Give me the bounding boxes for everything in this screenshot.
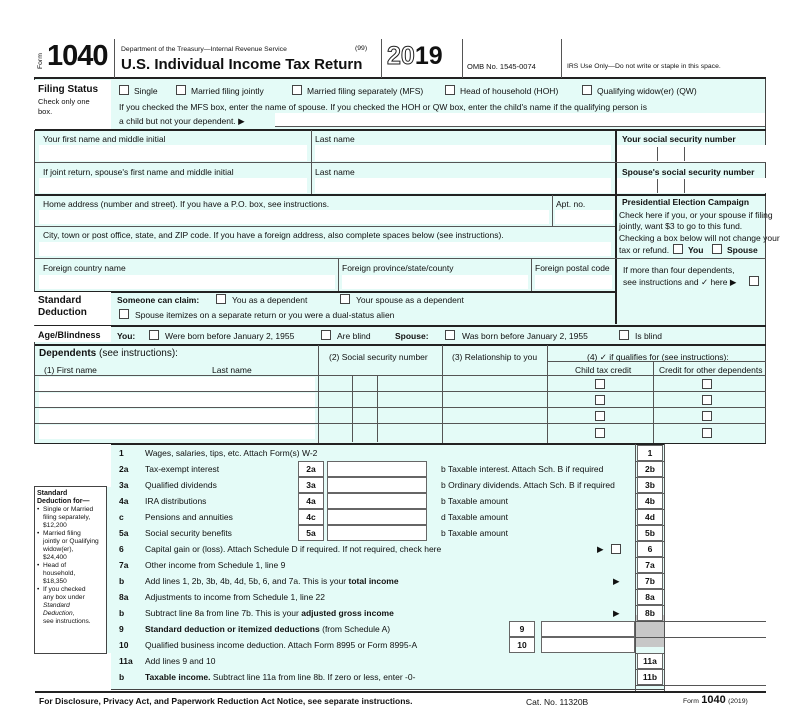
campaign-you-checkbox[interactable] (673, 244, 683, 254)
line-description (145, 576, 399, 586)
sidebar-text: If you checked (43, 586, 86, 593)
form-word: Form (37, 53, 44, 69)
dep-col-qualifies: (4) ✓ if qualifies for (see instructions): (587, 352, 729, 362)
apt-field[interactable] (555, 210, 613, 224)
sidebar-text: Single or Married (43, 506, 94, 513)
amount-field[interactable] (665, 653, 766, 669)
capital-gain-checkbox[interactable] (611, 544, 621, 554)
line-box-label: 3b (637, 477, 663, 493)
footer-disclosure: For Disclosure, Privacy Act, and Paperwork Reduction Act Notice, see separate instructions. (39, 696, 413, 706)
dep-col-relationship: (3) Relationship to you (452, 352, 538, 362)
dependents-title (39, 348, 178, 359)
married-jointly-label: Married filing jointly (191, 86, 264, 96)
sidebar-title-1: Standard (37, 490, 68, 497)
married-jointly-checkbox[interactable] (176, 85, 186, 95)
you-dependent-checkbox[interactable] (216, 294, 226, 304)
you-blind-checkbox[interactable] (321, 330, 331, 340)
inner-line-box: 4a (298, 493, 324, 509)
std-deduction-label-2: Deduction (38, 307, 87, 318)
filing-instruction-1: If you checked the MFS box, enter the name of spouse. If you checked the HOH or QW box, enter the child's name if the qualifying person is (119, 102, 647, 112)
dep-col-other-credit: Credit for other dependents (659, 365, 763, 375)
line-description-text: Tax-exempt interest (145, 464, 220, 474)
amount-field[interactable] (665, 525, 766, 541)
line-description (145, 464, 219, 474)
spouse-born-label: Was born before January 2, 1955 (462, 331, 588, 341)
form-title: U.S. Individual Income Tax Return (121, 56, 363, 73)
foreign-province-label: Foreign province/state/county (342, 263, 454, 273)
line-description-text: Add lines 9 and 10 (145, 656, 216, 666)
line-b-description: b Taxable interest. Attach Sch. B if required (441, 464, 604, 474)
sidebar-item-checked (37, 586, 104, 626)
amount-field[interactable] (665, 461, 766, 477)
campaign-text-2: jointly, want $3 to go to this fund. (619, 221, 743, 231)
line-description-bold: total income (348, 576, 399, 586)
line-number: c (119, 512, 124, 522)
line-number: 1 (119, 448, 124, 458)
omb-number: OMB No. 1545-0074 (467, 62, 536, 71)
sidebar-text: filing separately, (43, 514, 91, 521)
line-box-label: 1 (637, 445, 663, 461)
qualifying-person-name-field[interactable] (275, 113, 765, 127)
filing-instruction-2: a child but not your dependent. ▶ (119, 116, 245, 126)
filing-status-label: Filing Status (38, 84, 98, 95)
line-box-label: 5b (637, 525, 663, 541)
city-field[interactable] (39, 242, 611, 256)
line-box-label: 8b (637, 605, 663, 621)
tax-year (387, 42, 443, 71)
line-box-label: 7b (637, 573, 663, 589)
sidebar-text: household, (43, 570, 76, 577)
amount-field[interactable] (665, 573, 766, 589)
row-divider (635, 621, 766, 622)
dep-3-other-credit-checkbox[interactable] (702, 411, 712, 421)
dependents-title-bold: Dependents (39, 348, 97, 359)
sidebar-item-single (37, 506, 104, 530)
ssn-field[interactable] (617, 145, 766, 162)
std-deduction-sidebar (34, 486, 107, 654)
foreign-province-field[interactable] (342, 275, 528, 289)
single-label: Single (134, 86, 158, 96)
married-separately-label: Married filing separately (MFS) (307, 86, 424, 96)
spouse-born-checkbox[interactable] (445, 330, 455, 340)
inner-amount-field[interactable] (541, 621, 635, 637)
footer-form-year: (2019) (728, 698, 748, 705)
line-description-bold: Taxable income. (145, 672, 211, 682)
amount-field[interactable] (665, 557, 766, 573)
form-number: 1040 (47, 40, 108, 72)
you-blind-label: Are blind (337, 331, 371, 341)
campaign-you-label: You (688, 245, 704, 255)
line-description (145, 640, 417, 650)
line-description-text: Adjustments to income from Schedule 1, line 22 (145, 592, 326, 602)
dep-col-last: Last name (212, 365, 252, 375)
dep-row-4-name[interactable] (39, 425, 315, 439)
dep-row-3-name[interactable] (39, 409, 315, 423)
line-number: 5a (119, 528, 129, 538)
line-description-text: Subtract line 11a from line 8b. If zero or less, enter -0- (210, 672, 416, 682)
dep-1-child-credit-checkbox[interactable] (595, 379, 605, 389)
inner-amount-field[interactable] (541, 637, 635, 653)
inner-line-box: 5a (298, 525, 324, 541)
age-spouse-label: Spouse: (395, 331, 429, 341)
inner-amount-field[interactable] (327, 525, 427, 541)
footer-form (683, 694, 748, 706)
line-number: 6 (119, 544, 124, 554)
ssn-label: Your social security number (622, 134, 736, 144)
line-box-label: 11b (637, 669, 663, 685)
line-description-text: Capital gain or (loss). Attach Schedule D if required. If not required, check here (145, 544, 442, 554)
line-box-label: 11a (637, 653, 663, 669)
sidebar-title-2: Deduction for— (37, 498, 90, 505)
line-description (145, 672, 415, 682)
line-number: 8a (119, 592, 129, 602)
spouse-itemizes-label: Spouse itemizes on a separate return or you were a dual-status alien (135, 310, 395, 320)
sidebar-text: Head of (43, 562, 67, 569)
line-description (145, 624, 390, 634)
head-of-household-label: Head of household (HOH) (460, 86, 559, 96)
line-number: b (119, 672, 125, 682)
line-description (145, 528, 232, 538)
campaign-title: Presidential Election Campaign (622, 197, 750, 207)
line-box-label: 8a (637, 589, 663, 605)
line-description (145, 448, 317, 458)
line-box-label: 7a (637, 557, 663, 573)
dep-col-ssn: (2) Social security number (329, 352, 428, 362)
sidebar-text: Deduction, (43, 610, 75, 617)
sidebar-text: widow(er), (43, 546, 74, 553)
inner-line-box: 9 (509, 621, 535, 637)
footer-cat-no: Cat. No. 11320B (526, 697, 589, 706)
campaign-text-3: Checking a box below will not change your (619, 233, 780, 243)
last-name-field[interactable] (315, 145, 611, 161)
spouse-ssn-label: Spouse's social security number (622, 167, 755, 177)
line-description (145, 656, 215, 666)
city-label: City, town or post office, state, and ZIP code. If you have a foreign address, also complete spaces below (see instructions). (43, 230, 504, 240)
line-box-label: 2b (637, 461, 663, 477)
line-number: 4a (119, 496, 129, 506)
arrow-icon: ▶ (613, 576, 620, 586)
you-dependent-label: You as a dependent (232, 295, 308, 305)
dep-4-child-credit-checkbox[interactable] (595, 428, 605, 438)
form-1040 (34, 38, 780, 706)
head-of-household-checkbox[interactable] (445, 85, 455, 95)
footer-form-number: 1040 (701, 694, 726, 706)
campaign-text-1: Check here if you, or your spouse if filing (619, 210, 773, 220)
line-box-label: 4d (637, 509, 663, 525)
line-b-description: b Taxable amount (441, 528, 508, 538)
inner-amount-field[interactable] (327, 477, 427, 493)
line-description-bold: Standard deduction or itemized deductions (145, 624, 320, 634)
line-number: 11a (119, 656, 133, 666)
inner-amount-field[interactable] (327, 461, 427, 477)
amount-field[interactable] (665, 541, 766, 557)
spouse-dependent-checkbox[interactable] (340, 294, 350, 304)
last-name-label: Last name (315, 134, 355, 144)
sidebar-text: $18,350 (43, 578, 67, 585)
line-box-label: 6 (637, 541, 663, 557)
form-code: (99) (355, 45, 368, 52)
spouse-first-name-field[interactable] (39, 178, 307, 193)
tax-year-suffix: 19 (414, 42, 443, 70)
spouse-blind-checkbox[interactable] (619, 330, 629, 340)
line-description-text: Social security benefits (145, 528, 232, 538)
someone-can-claim: Someone can claim: (117, 295, 200, 305)
you-born-checkbox[interactable] (149, 330, 159, 340)
arrow-icon: ▶ (597, 544, 604, 554)
first-name-label: Your first name and middle initial (43, 134, 166, 144)
amount-field[interactable] (665, 605, 766, 621)
dep-col-first: (1) First name (44, 365, 97, 375)
line-number: 3a (119, 480, 129, 490)
qualifying-widow-checkbox[interactable] (582, 85, 592, 95)
inner-line-box: 2a (298, 461, 324, 477)
line-b-description: b Ordinary dividends. Attach Sch. B if required (441, 480, 615, 490)
inner-line-box: 3a (298, 477, 324, 493)
home-address-field[interactable] (39, 210, 549, 224)
line-description (145, 608, 394, 618)
sidebar-text: Standard (43, 602, 70, 609)
filing-status-sublabel: Check only one box. (38, 97, 90, 116)
amount-field[interactable] (665, 589, 766, 605)
row-divider (635, 685, 766, 686)
amount-field[interactable] (665, 669, 766, 685)
foreign-postal-label: Foreign postal code (535, 263, 610, 273)
line-description-text: Qualified business income deduction. Attach Form 8995 or Form 8995-A (145, 640, 418, 650)
spouse-dependent-label: Your spouse as a dependent (356, 295, 464, 305)
sidebar-text: jointly or Qualifying (43, 538, 99, 545)
dep-col-child-credit: Child tax credit (575, 365, 632, 375)
line-number: b (119, 576, 125, 586)
first-name-field[interactable] (39, 145, 307, 161)
spouse-first-name-label: If joint return, spouse's first name and middle initial (43, 167, 234, 177)
sidebar-text: see instructions. (43, 618, 91, 625)
sidebar-text: $12,200 (43, 522, 67, 529)
qualifying-widow-label: Qualifying widow(er) (QW) (597, 86, 697, 96)
line-description-text: (from Schedule A) (319, 624, 391, 634)
dep-2-child-credit-checkbox[interactable] (595, 395, 605, 405)
amount-field[interactable] (665, 493, 766, 509)
single-checkbox[interactable] (119, 85, 129, 95)
sidebar-text: Married filing (43, 530, 81, 537)
dep-4-other-credit-checkbox[interactable] (702, 428, 712, 438)
dep-row-2-name[interactable] (39, 393, 315, 407)
sidebar-text: any box under (43, 594, 85, 601)
campaign-spouse-checkbox[interactable] (712, 244, 722, 254)
line-description-text: Add lines 1, 2b, 3b, 4b, 4d, 5b, 6, and 7a. This is your (145, 576, 349, 586)
age-blindness-label: Age/Blindness (38, 330, 101, 340)
tax-year-prefix: 20 (387, 42, 415, 70)
foreign-country-label: Foreign country name (43, 263, 126, 273)
line-b-description: d Taxable amount (441, 512, 508, 522)
row-divider (635, 637, 766, 638)
dep-row-1-name[interactable] (39, 377, 315, 391)
line-number: 7a (119, 560, 129, 570)
foreign-country-field[interactable] (39, 275, 335, 289)
inner-line-box: 10 (509, 637, 535, 653)
amount-field[interactable] (665, 445, 766, 461)
line-description-text: IRA distributions (145, 496, 207, 506)
married-separately-checkbox[interactable] (292, 85, 302, 95)
line-description (145, 544, 441, 554)
line-description (145, 496, 206, 506)
spouse-last-name-label: Last name (315, 167, 355, 177)
dependents-title-suffix: (see instructions): (99, 348, 178, 359)
line-description-text: Pensions and annuities (145, 512, 233, 522)
line-description (145, 592, 325, 602)
spouse-ssn-field[interactable] (617, 178, 766, 193)
apt-label: Apt. no. (556, 199, 586, 209)
line-description-text: Other income from Schedule 1, line 9 (145, 560, 286, 570)
line-description (145, 560, 285, 570)
line-number: 9 (119, 624, 124, 634)
spouse-itemizes-checkbox[interactable] (119, 309, 129, 319)
line-description-text: Qualified dividends (145, 480, 217, 490)
sidebar-item-hoh (37, 562, 104, 586)
amount-field[interactable] (665, 477, 766, 493)
spouse-blind-label: Is blind (635, 331, 662, 341)
footer-form-prefix: Form (683, 698, 699, 705)
sidebar-text: $24,400 (43, 554, 67, 561)
age-you-label: You: (117, 331, 136, 341)
more-dependents-2: see instructions and ✓ here ▶ (623, 277, 737, 287)
inner-amount-field[interactable] (327, 493, 427, 509)
line-number: 2a (119, 464, 129, 474)
campaign-text-4: tax or refund. (619, 245, 670, 255)
line-description (145, 480, 217, 490)
line-description-bold: adjusted gross income (301, 608, 394, 618)
spouse-last-name-field[interactable] (315, 178, 611, 193)
line-description-text: Subtract line 8a from line 7b. This is your (145, 608, 302, 618)
campaign-spouse-label: Spouse (727, 245, 758, 255)
inner-line-box: 4c (298, 509, 324, 525)
arrow-icon: ▶ (613, 608, 620, 618)
home-address-label: Home address (number and street). If you have a P.O. box, see instructions. (43, 199, 330, 209)
dep-3-child-credit-checkbox[interactable] (595, 411, 605, 421)
line-box-label: 4b (637, 493, 663, 509)
line-b-description: b Taxable amount (441, 496, 508, 506)
sidebar-item-married (37, 530, 104, 562)
inner-amount-field[interactable] (327, 509, 427, 525)
more-dependents-1: If more than four dependents, (623, 265, 735, 275)
you-born-label: Were born before January 2, 1955 (165, 331, 295, 341)
amount-field[interactable] (665, 509, 766, 525)
irs-use-only: IRS Use Only—Do not write or staple in this space. (567, 63, 721, 70)
std-deduction-label-1: Standard (38, 295, 82, 306)
foreign-postal-field[interactable] (535, 275, 612, 289)
more-dependents-checkbox[interactable] (749, 276, 759, 286)
department: Department of the Treasury—Internal Revenue Service (121, 46, 287, 53)
line-description-text: Wages, salaries, tips, etc. Attach Form(s) W-2 (145, 448, 318, 458)
line-number: b (119, 608, 125, 618)
line-number: 10 (119, 640, 129, 650)
line-description (145, 512, 233, 522)
dep-1-other-credit-checkbox[interactable] (702, 379, 712, 389)
dep-2-other-credit-checkbox[interactable] (702, 395, 712, 405)
